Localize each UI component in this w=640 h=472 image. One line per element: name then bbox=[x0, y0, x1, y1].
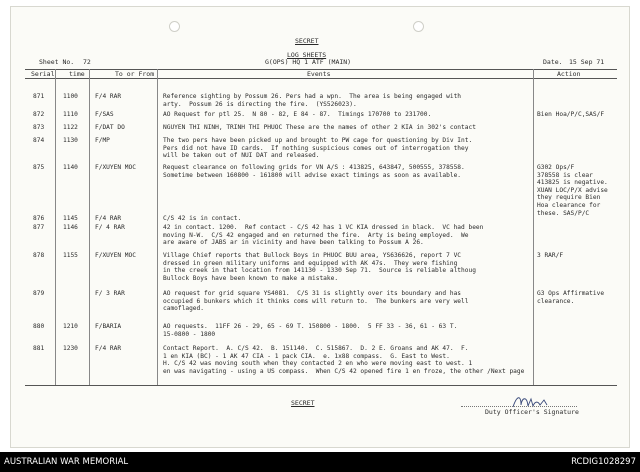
event-line: C/S 42 is in contact. bbox=[163, 215, 242, 222]
to-from-cell: F/4 RAR bbox=[95, 345, 122, 352]
event-line: Village Chief reports that Bullock Boys in PHUOC BUU area, YS636626, report 7 VC bbox=[163, 252, 462, 259]
archive-footer bbox=[0, 452, 640, 472]
column-divider bbox=[55, 69, 56, 385]
event-line: NGUYEN THI NINH, TRINH THI PHUOC These are the names of other 2 KIA in 302's contact bbox=[163, 124, 476, 131]
serial-cell: 874 bbox=[33, 137, 45, 144]
serial-cell: 881 bbox=[33, 345, 45, 352]
to-from-cell: F/XUYEN MOC bbox=[95, 252, 136, 259]
time-cell: 1145 bbox=[63, 215, 78, 222]
page-subtitle: G(OPS) HQ 1 ATF (MAIN) bbox=[265, 58, 352, 66]
event-line: Pers did not have ID cards. If nothing suspicious comes out of interrogation they bbox=[163, 144, 469, 152]
to-from-cell: F/ 3 RAR bbox=[95, 290, 125, 297]
serial-cell: 876 bbox=[33, 215, 45, 222]
time-cell: 1140 bbox=[63, 164, 78, 171]
action-line: Bien Hoa/P/C,SAS/F bbox=[537, 111, 605, 118]
to-from-cell: F/ 4 RAR bbox=[95, 224, 125, 231]
action-line: Hoa clearance for bbox=[537, 202, 601, 209]
col-header-serial: Serial bbox=[31, 70, 55, 78]
column-divider bbox=[157, 69, 158, 385]
event-line: AO requests. 11FF 26 - 29, 65 - 69 T. 150800 - 1800. 5 FF 33 - 36, 61 - 63 T. bbox=[163, 323, 458, 330]
secret-marking-top: SECRET bbox=[295, 37, 319, 45]
event-line: 15-0800 - 1800 bbox=[163, 330, 216, 338]
header-rule-bottom bbox=[25, 78, 617, 79]
action-line: G3 Ops Affirmative bbox=[537, 290, 605, 297]
archive-reference: RCDIG1028297 bbox=[571, 457, 636, 467]
date-value: 15 Sep 71 bbox=[569, 58, 605, 66]
action-line: these. SAS/P/C bbox=[537, 209, 590, 217]
event-line: AO Request for ptl 25. N 80 - 82, E 84 - 87. Timings 170700 to 231700. bbox=[163, 111, 432, 118]
action-line: XUAN LOC/P/X advise bbox=[537, 186, 608, 194]
event-line: Bullock Boys have been known to make a mistake. bbox=[163, 274, 339, 282]
time-cell: 1122 bbox=[63, 124, 78, 131]
to-from-cell: F/XUYEN MOC bbox=[95, 164, 136, 171]
serial-cell: 873 bbox=[33, 124, 45, 131]
event-line: arty. Possum 26 is directing the fire. (YS526023). bbox=[163, 100, 357, 108]
signature-line bbox=[461, 406, 577, 407]
date-label: Date. bbox=[543, 58, 563, 66]
event-line: 42 in contact. 1200. Ref contact - C/S 42 has 1 VC KIA dressed in black. VC had been bbox=[163, 224, 484, 231]
action-line: 3 RAR/F bbox=[537, 252, 564, 259]
serial-cell: 879 bbox=[33, 290, 45, 297]
to-from-cell: F/BARIA bbox=[95, 323, 122, 330]
col-header-events: Events bbox=[307, 70, 331, 78]
page-title: LOG SHEETS bbox=[287, 51, 327, 59]
event-line: H. C/S 42 was moving south when they contacted 2 en who were moving east to west. 1 bbox=[163, 360, 473, 368]
event-line: occupied 6 bunkers which it thinks coms will return to. The bunkers are very well bbox=[163, 297, 469, 305]
serial-cell: 872 bbox=[33, 111, 45, 118]
signature-label: Duty Officer's Signature bbox=[485, 408, 579, 416]
time-cell: 1155 bbox=[63, 252, 78, 259]
punch-hole bbox=[169, 21, 180, 32]
time-cell: 1100 bbox=[63, 93, 78, 100]
event-line: The two pers have been picked up and brought to PW cage for questioning by Div Int. bbox=[163, 137, 473, 144]
to-from-cell: F/SAS bbox=[95, 111, 114, 118]
event-line: Contact Report. A. C/S 42. B. 151140. C. 515867. D. 2 E. Groans and AK 47. F. bbox=[163, 345, 469, 352]
event-line: Reference sighting by Possum 26. Pers had a wpn. The area is being engaged with bbox=[163, 93, 462, 100]
event-line: will be taken out of NUI DAT and released. bbox=[163, 152, 320, 160]
time-cell: 1110 bbox=[63, 111, 78, 118]
time-cell: 1210 bbox=[63, 323, 78, 330]
event-line: Sometime between 160800 - 161800 will advise exact timings as soon as available. bbox=[163, 171, 462, 179]
action-line: they require Bien bbox=[537, 194, 601, 202]
secret-marking-bottom: SECRET bbox=[291, 399, 315, 407]
event-line: moving N-W. C/S 42 engaged and en returned the fire. Arty is being employed. We bbox=[163, 231, 469, 239]
column-divider bbox=[89, 69, 90, 385]
serial-cell: 878 bbox=[33, 252, 45, 259]
to-from-cell: F/4 RAR bbox=[95, 215, 122, 222]
col-header-to-or-from: To or From bbox=[115, 70, 155, 78]
event-line: en was navigating - using a US compass. When C/S 42 opened fire 1 en froze, the other /Next page bbox=[163, 367, 525, 375]
time-cell: 1230 bbox=[63, 345, 78, 352]
sheet-number-value: 72 bbox=[83, 58, 91, 66]
to-from-cell: F/4 RAR bbox=[95, 93, 122, 100]
event-line: AO request for grid square YS4081. C/S 31 is slightly over its boundary and has bbox=[163, 290, 462, 297]
column-divider bbox=[533, 69, 534, 385]
action-line: G302 Ops/F bbox=[537, 164, 575, 171]
action-line: 378558 is clear bbox=[537, 171, 593, 179]
time-cell: 1130 bbox=[63, 137, 78, 144]
serial-cell: 877 bbox=[33, 224, 45, 231]
to-from-cell: F/MP bbox=[95, 137, 110, 144]
table-bottom-rule bbox=[25, 385, 617, 386]
event-line: camoflaged. bbox=[163, 305, 204, 313]
event-line: 1 en KIA (BC) - 1 AK 47 CIA - 1 pack CIA. e. 1x88 compass. G. East to West. bbox=[163, 352, 450, 360]
to-from-cell: F/DAT DO bbox=[95, 124, 125, 131]
serial-cell: 871 bbox=[33, 93, 45, 100]
action-line: clearance. bbox=[537, 297, 575, 305]
col-header-action: Action bbox=[557, 70, 581, 78]
event-line: dressed in green military uniforms and equipped with AK 47s. They were fishing bbox=[163, 259, 458, 267]
sheet-number-label: Sheet No. bbox=[39, 58, 75, 66]
action-line: 413825 is negative. bbox=[537, 179, 608, 187]
event-line: are aware of JABS ar in vicinity and have been talking to Possum A 26. bbox=[163, 239, 424, 247]
col-header-time: time bbox=[69, 70, 85, 78]
archive-name: AUSTRALIAN WAR MEMORIAL bbox=[4, 457, 129, 467]
event-line: in the creek in that location from 141130 - 1330 Sep 71. Source is reliable althoug bbox=[163, 267, 476, 275]
event-line: Request clearance on following grids for VN A/S : 413825, 643847, 500555, 378558. bbox=[163, 164, 465, 171]
serial-cell: 875 bbox=[33, 164, 45, 171]
time-cell: 1146 bbox=[63, 224, 78, 231]
serial-cell: 880 bbox=[33, 323, 45, 330]
punch-hole bbox=[413, 21, 424, 32]
log-sheet-paper bbox=[10, 6, 630, 448]
